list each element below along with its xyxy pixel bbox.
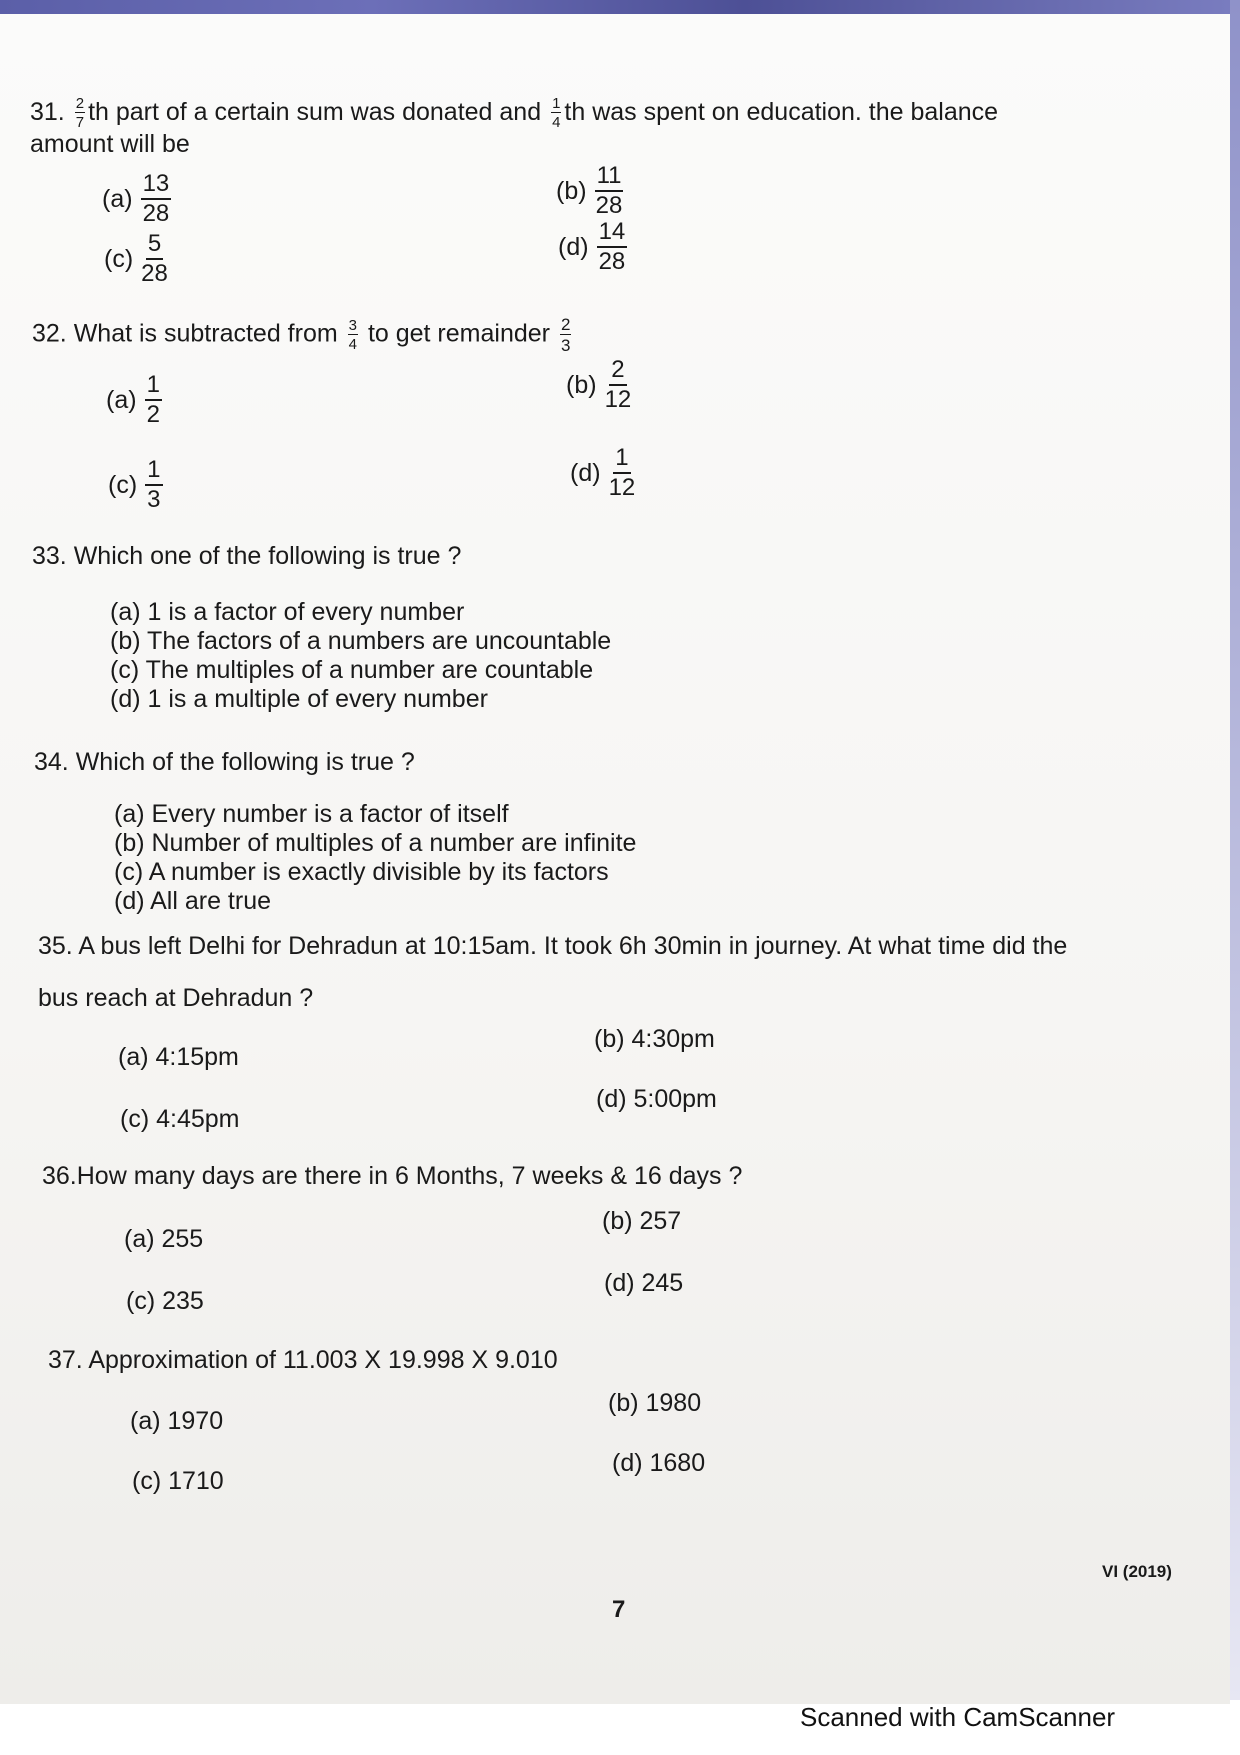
option-37-d: (d) 1680: [612, 1449, 706, 1477]
option-31-a: (a) $\frac{13}{28}$: [102, 170, 170, 227]
question-35-line-1: 35. A bus left Delhi for Dehradun at 10:15am. It took 6h 30min in journey. At what time did the: [38, 932, 1068, 960]
option-35-d: (d) 5:00pm: [596, 1085, 717, 1113]
option-33-c: (c) The multiples of a number are countable: [110, 656, 594, 684]
camscanner-watermark: Scanned with CamScanner: [800, 1702, 1116, 1732]
option-34-d: (d) All are true: [114, 887, 272, 915]
option-35-b: (b) 4:30pm: [594, 1025, 715, 1053]
question-32: 32. What is subtracted from $\frac{3}{4}$ to get remainder $\frac{2}{3}$: [32, 315, 571, 355]
option-31-b: (b) $\frac{11}{28}$: [556, 162, 623, 219]
question-34-options: [114, 800, 636, 916]
scanner-edge: [0, 0, 1240, 14]
option-37-a: (a) 1970: [130, 1407, 224, 1435]
option-31-c: (c) $\frac{5}{28}$: [104, 230, 168, 287]
question-number: 31.: [30, 98, 65, 126]
option-36-c: (c) 235: [126, 1287, 204, 1315]
question-text: th part of a certain sum was donated and: [88, 98, 542, 126]
option-34-c: (c) A number is exactly divisible by its factors: [114, 858, 609, 886]
option-32-c: (c) $\frac{1}{3}$: [108, 456, 161, 513]
scanner-right-edge: [1230, 0, 1240, 1700]
option-34-a: (a) Every number is a factor of itself: [114, 800, 509, 828]
question-31-continued: amount will be: [30, 130, 190, 158]
option-36-d: (d) 245: [604, 1269, 684, 1297]
option-31-d: (d) $\frac{14}{28}$: [558, 218, 626, 275]
question-36: 36.How many days are there in 6 Months, 7 weeks & 16 days ?: [42, 1162, 743, 1190]
option-35-c: (c) 4:45pm: [120, 1105, 240, 1133]
option-33-b: (b) The factors of a numbers are uncountable: [110, 627, 612, 655]
question-35-line-2: bus reach at Dehradun ?: [38, 984, 314, 1012]
paper-code: VI (2019): [1102, 1562, 1172, 1581]
question-34: 34. Which of the following is true ?: [34, 748, 415, 776]
option-32-b: (b) $\frac{2}{12}$: [566, 356, 632, 413]
question-33: 33. Which one of the following is true ?: [32, 542, 462, 570]
fraction: $\frac{1}{4}$: [552, 95, 561, 132]
option-36-b: (b) 257: [602, 1207, 682, 1235]
question-33-options: [110, 598, 611, 714]
question-text: th was spent on education. the balance: [564, 98, 999, 126]
fraction: $\frac{2}{7}$: [75, 95, 85, 132]
option-36-a: (a) 255: [124, 1225, 204, 1253]
question-31: [30, 96, 998, 130]
option-34-b: (b) Number of multiples of a number are infinite: [114, 829, 637, 857]
option-33-a: (a) 1 is a factor of every number: [110, 598, 465, 626]
option-37-b: (b) 1980: [608, 1389, 702, 1417]
question-37: 37. Approximation of 11.003 X 19.998 X 9.010: [48, 1346, 558, 1374]
option-37-c: (c) 1710: [132, 1467, 224, 1495]
option-32-a: (a) $\frac{1}{2}$: [106, 371, 160, 428]
option-33-d: (d) 1 is a multiple of every number: [110, 685, 488, 713]
option-35-a: (a) 4:15pm: [118, 1043, 239, 1071]
option-32-d: (d) $\frac{1}{12}$: [570, 444, 636, 501]
page-number: 7: [612, 1596, 626, 1623]
